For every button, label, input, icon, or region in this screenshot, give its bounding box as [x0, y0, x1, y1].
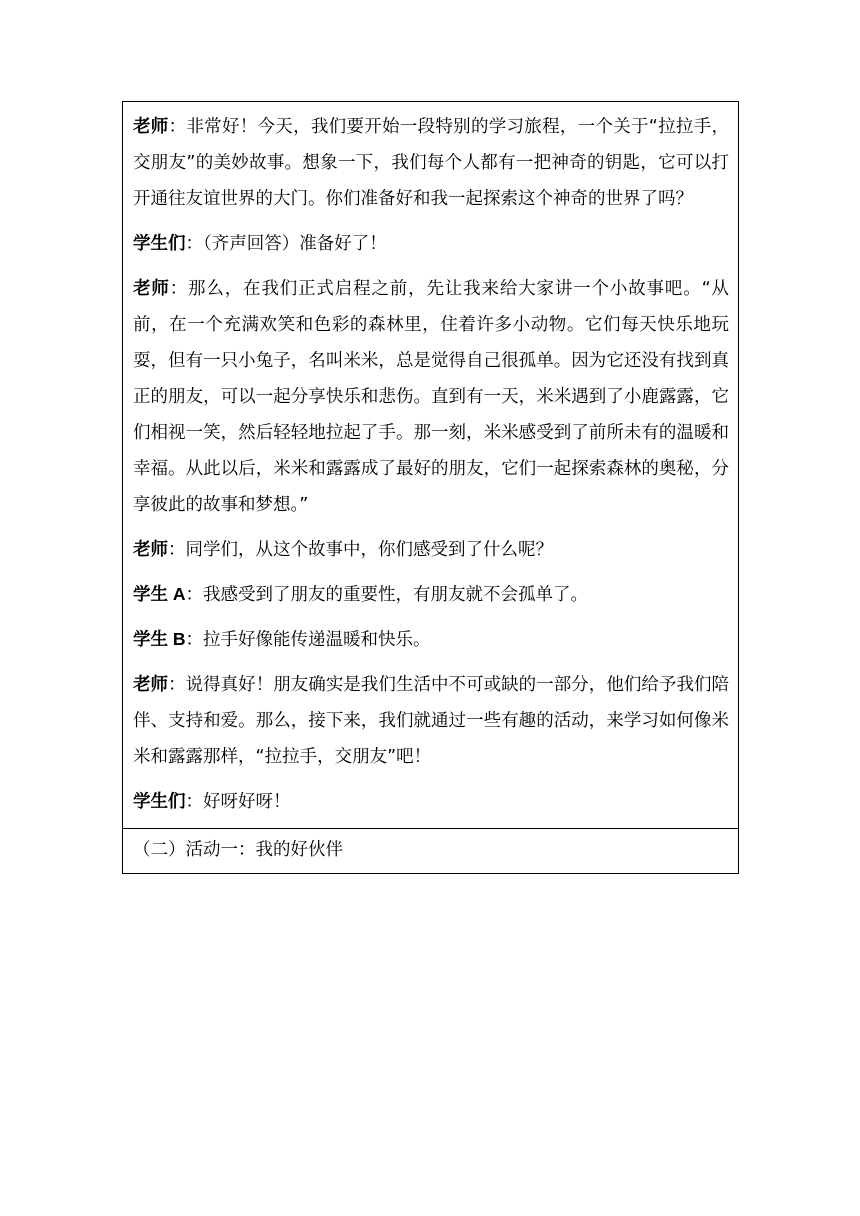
speaker-separator: ：	[185, 792, 203, 812]
dialogue-text: 我感受到了朋友的重要性，有朋友就不会孤单了。	[203, 585, 588, 605]
speaker-separator: ：	[169, 279, 189, 299]
speaker-separator: ：	[168, 117, 187, 137]
speaker-separator: ：	[168, 540, 186, 560]
speaker-label: 老师	[133, 116, 169, 136]
dialogue-text: （齐声回答）准备好了！	[203, 234, 387, 254]
dialogue-text: 非常好！今天，我们要开始一段特别的学习旅程，一个关于“拉拉手，交朋友”的美妙故事。想象一下，我们每个人都有一把神奇的钥匙，它可以打开通往友谊世界的大门。你们准备好和我一起探索这个神奇的世界了吗？	[133, 117, 730, 209]
speaker-label: 老师	[133, 539, 168, 559]
dialogue-text: 好呀好呀！	[203, 792, 291, 812]
speaker-label: 学生们	[133, 791, 186, 811]
speaker-separator: ：	[168, 675, 186, 695]
speaker-separator: ：	[185, 630, 203, 650]
dialogue-cell	[123, 102, 738, 829]
dialogue-text: 说得真好！朋友确实是我们生活中不可或缺的一部分，他们给予我们陪伴、支持和爱。那么，接下来，我们就通过一些有趣的活动，来学习如何像米米和露露那样，“拉拉手，交朋友”吧！	[133, 675, 730, 767]
speaker-label: 学生们	[133, 233, 186, 253]
lesson-plan-table	[122, 101, 739, 874]
dialogue-text: 同学们，从这个故事中，你们感受到了什么呢？	[185, 540, 553, 560]
dialogue-line	[133, 108, 729, 217]
dialogue-line	[133, 783, 729, 820]
dialogue-line	[133, 270, 729, 523]
speaker-label: 学生 A	[133, 584, 186, 604]
section-heading-cell	[123, 829, 738, 873]
speaker-separator: ：	[185, 234, 203, 254]
dialogue-line	[133, 576, 729, 613]
dialogue-line	[133, 225, 729, 262]
speaker-label: 老师	[133, 674, 169, 694]
speaker-label: 学生 B	[133, 629, 186, 649]
dialogue-line	[133, 621, 729, 658]
speaker-label: 老师	[133, 278, 170, 298]
speaker-separator: ：	[185, 585, 203, 605]
dialogue-line	[133, 666, 729, 775]
dialogue-line	[133, 531, 729, 568]
dialogue-text: 拉手好像能传递温暖和快乐。	[203, 630, 431, 650]
section-heading: （二）活动一：我的好伙伴	[133, 840, 343, 860]
dialogue-text: 那么，在我们正式启程之前，先让我来给大家讲一个小故事吧。“从前，在一个充满欢笑和色彩的森林里，住着许多小动物。它们每天快乐地玩耍，但有一只小兔子，名叫米米，总是觉得自己很孤单。因为它还没有找到真正的朋友，可以一起分享快乐和悲伤。直到有一天，米米遇到了小鹿露露，它们相视一笑，然后轻轻地拉起了手。那一刻，米米感受到了前所未有的温暖和幸福。从此以后，米米和露露成了最好的朋友，它们一起探索森林的奥秘，分享彼此的故事和梦想。”	[133, 279, 729, 515]
